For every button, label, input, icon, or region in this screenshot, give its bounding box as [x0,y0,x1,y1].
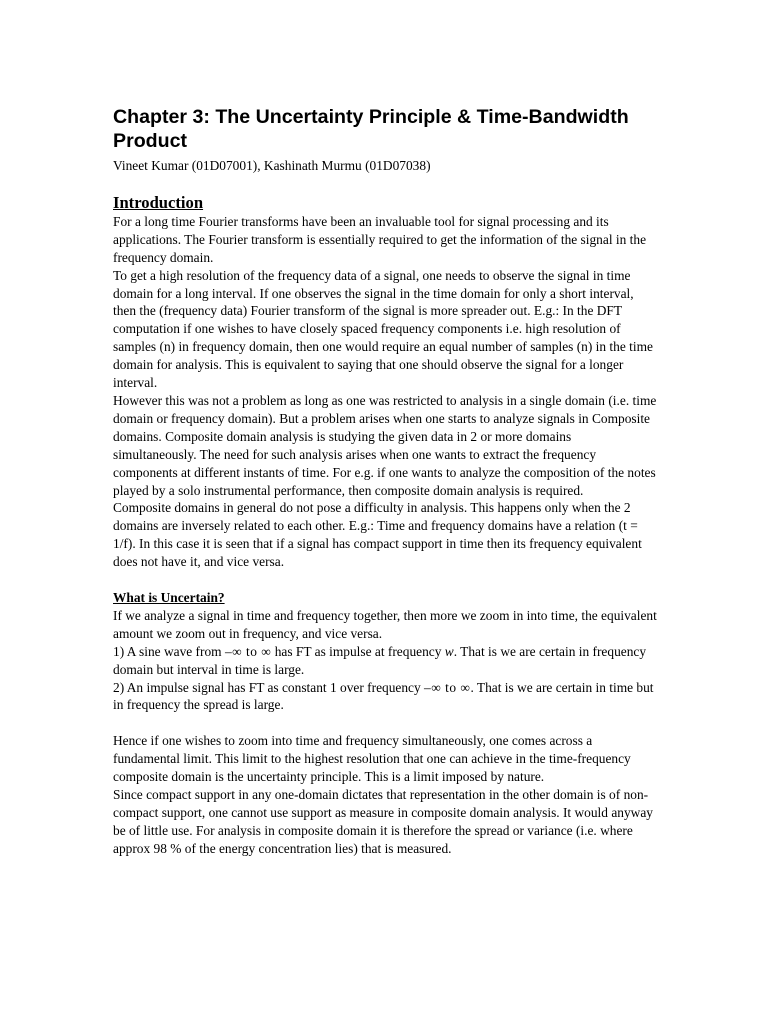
uncertain-paragraph-3: Since compact support in any one-domain dictates that representation in the other domain is of non-compact support, one cannot use support as measure in composite domain analysis. It would anyway be of little use. For analysis in composite domain it is therefore the spread or variance (i.e. where approx 98 % of the energy concentration lies) that is measured. [113,786,653,856]
uncertain-item-1 [113,643,658,679]
authors-line: Vineet Kumar (01D07001), Kashinath Murmu (01D07038) [113,158,431,173]
chapter-title-line-1: Chapter 3: The Uncertainty Principle & Time-Bandwidth [113,106,629,128]
item-1-math-range: –∞ to ∞ [224,643,272,659]
item-2-math-range: –∞ to ∞ [424,679,471,695]
intro-paragraph-2: To get a high resolution of the frequency data of a signal, one needs to observe the signal in time domain for a long interval. If one observes the signal in the time domain for only a short interval, then the (frequency data) Fourier transform of the signal is more spreader out. E.g.: In the DFT computation if one wishes to have closely spaced frequency components i.e. high resolution of samples (n) in frequency domain, then one would require an equal number of samples (n) in the time domain for analysis. This is equivalent to saying that one should observe the signal for a longer interval. [113,267,653,391]
intro-paragraph-1: For a long time Fourier transforms have been an invaluable tool for signal processing and its applications. The Fourier transform is essentially required to get the information of the signal in the frequency domain. [113,213,647,265]
uncertain-heading: What is Uncertain? [113,590,225,606]
paragraph-gap [113,714,658,732]
uncertain-item-2 [113,679,658,715]
intro-paragraph-4: Composite domains in general do not pose a difficulty in analysis. This happens only when the 2 domains are inversely related to each other. E.g.: Time and frequency domains have a relation (t = 1/f). In this case it is seen that if a signal has compact support in time then its frequency equivalent does not have it, and vice versa. [113,500,642,570]
chapter-title [113,106,658,153]
item-1-variable-w: w [444,643,454,659]
intro-paragraph-3: However this was not a problem as long as one was restricted to analysis in a single domain (i.e. time domain or frequency domain). But a problem arises when one starts to analyze signals in Composite domains. Composite domain analysis is studying the given data in 2 or more domains simultaneously. The need for such analysis arises when one wants to extract the frequency components at different instants of time. For e.g. if one wants to analyze the composition of the notes played by a solo instrumental performance, then composite domain analysis is required. [113,392,657,498]
item-1-text-c: . That is we are certain in frequency domain but interval in time is large. [113,643,647,677]
chapter-title-line-2: Product [113,129,188,152]
uncertain-paragraph-1: If we analyze a signal in time and frequency together, then more we zoom in into time, the equivalent amount we zoom out in frequency, and vice versa. [113,607,657,641]
introduction-heading: Introduction [113,192,204,212]
item-1-text-a: 1) A sine wave from [113,643,225,659]
document-page [113,106,658,858]
uncertain-paragraph-2: Hence if one wishes to zoom into time and frequency simultaneously, one comes across a fundamental limit. This limit to the highest resolution that one can achieve in the time-frequency composite domain is the uncertainty principle. This is a limit imposed by nature. [113,733,631,785]
item-2-text-b: . That is we are certain in time but in frequency the spread is large. [113,679,654,713]
item-1-text-b: has FT as impulse at frequency [271,643,445,659]
item-2-text-a: 2) An impulse signal has FT as constant 1 over frequency [113,679,425,695]
